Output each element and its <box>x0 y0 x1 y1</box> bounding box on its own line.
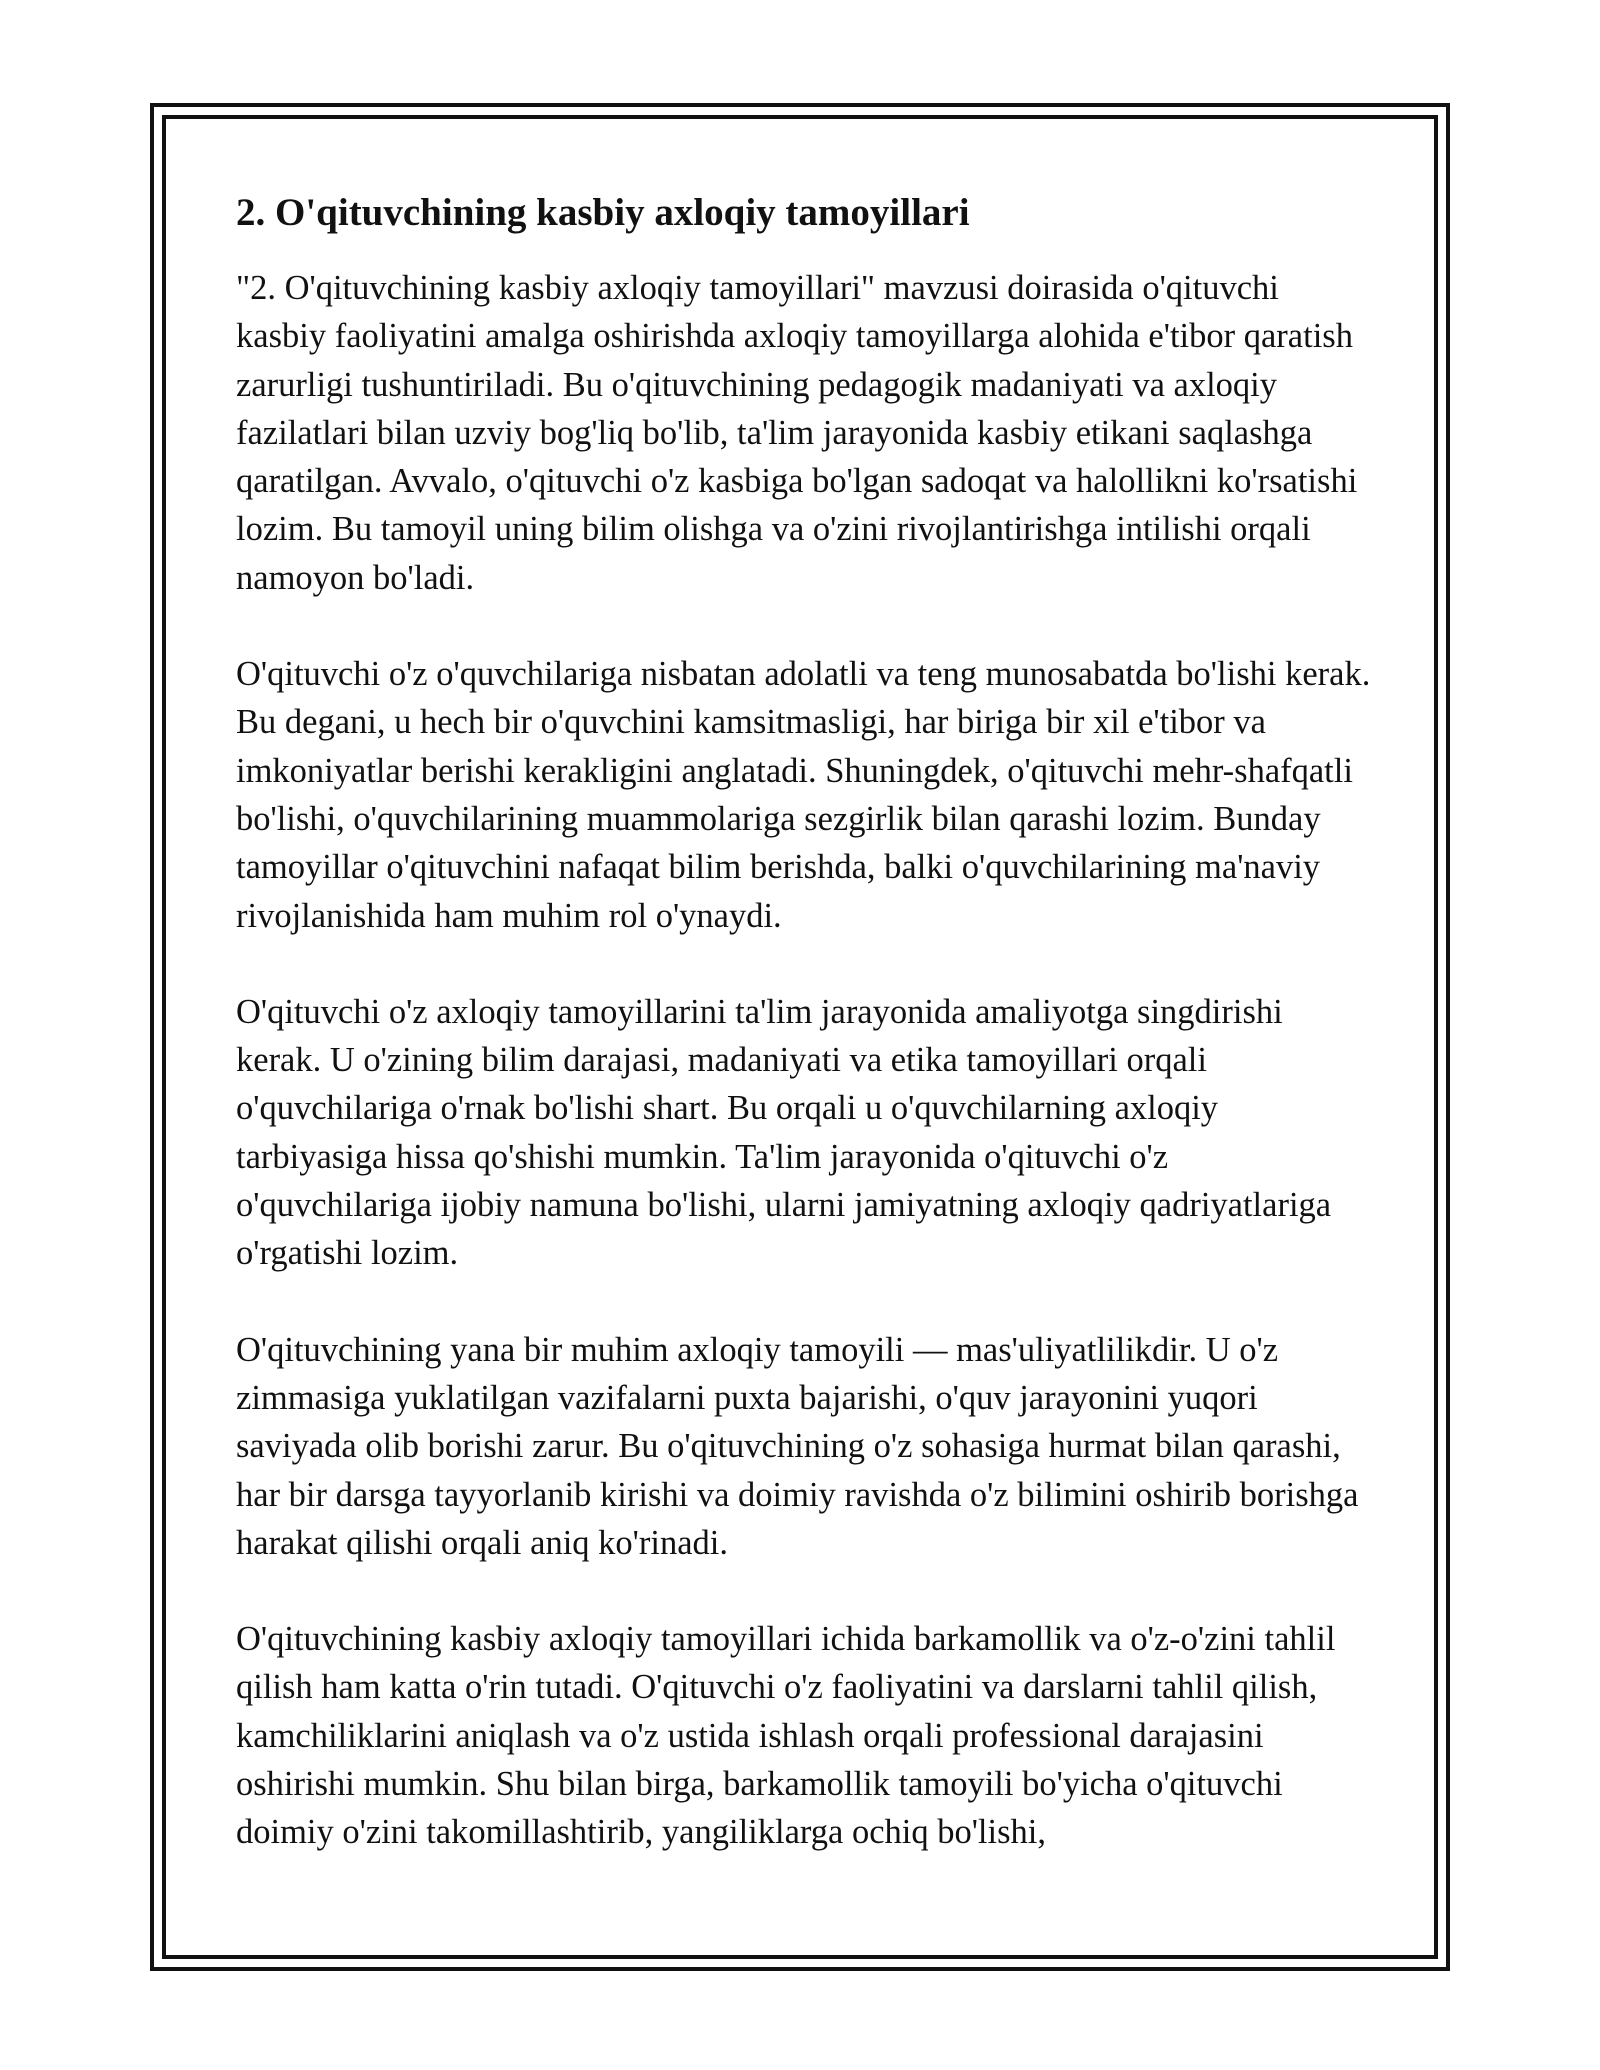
paragraph-1: "2. O'qituvchining kasbiy axloqiy tamoyillari" mavzusi doirasida o'qituvchi kasbiy faoliyatini amalga oshirishda axloqiy tamoyillarga alohida e'tibor qaratish zarurligi tushuntiriladi. Bu o'qituvchining pedagogik madaniyati va axloqiy fazilatlari bilan uzviy bog'liq bo'lib, ta'lim jarayonida kasbiy etikani saqlashga qaratilgan. Avvalo, o'qituvchi o'z kasbiga bo'lgan sadoqat va halollikni ko'rsatishi lozim. Bu tamoyil uning bilim olishga va o'zini rivojlantirishga intilishi orqali namoyon bo'ladi. <box>236 269 1358 597</box>
paragraph-5: O'qituvchining kasbiy axloqiy tamoyillari ichida barkamollik va o'z-o'zini tahlil qilish ham katta o'rin tutadi. O'qituvchi o'z faoliyatini va darslarni tahlil qilish, kamchiliklarini aniqlash va o'z ustida ishlash orqali professional darajasini oshirishi mumkin. Shu bilan birga, barkamollik tamoyili bo'yicha o'qituvchi doimiy o'zini takomillashtirib, yangiliklarga ochiq bo'lishi, <box>236 1620 1336 1852</box>
section-title: 2. O'qituvchining kasbiy axloqiy tamoyillari <box>236 191 970 234</box>
paragraph-3: O'qituvchi o'z axloqiy tamoyillarini ta'lim jarayonida amaliyotga singdirishi kerak. U o'zining bilim darajasi, madaniyati va etika tamoyillari orqali o'quvchilariga o'rnak bo'lishi shart. Bu orqali u o'quvchilarning axloqiy tarbiyasiga hissa qo'shishi mumkin. Ta'lim jarayonida o'qituvchi o'z o'quvchilariga ijobiy namuna bo'lishi, ularni jamiyatning axloqiy qadriyatlariga o'rgatishi lozim. <box>236 992 1332 1273</box>
paragraph-2: O'qituvchi o'z o'quvchilariga nisbatan adolatli va teng munosabatda bo'lishi kerak. Bu degani, u hech bir o'quvchini kamsitmasligi, har biriga bir xil e'tibor va imkoniyatlar berishi kerakligini anglatadi. Shuningdek, o'qituvchi mehr-shafqatli bo'lishi, o'quvchilarining muammolariga sezgirlik bilan qarashi lozim. Bunday tamoyillar o'qituvchini nafaqat bilim berishda, balki o'quvchilarining ma'naviy rivojlanishida ham muhim rol o'ynaydi. <box>236 655 1371 935</box>
document-body <box>236 188 1372 1857</box>
paragraph-4: O'qituvchining yana bir muhim axloqiy tamoyili — mas'uliyatlilikdir. U o'z zimmasiga yuklatilgan vazifalarni puxta bajarishi, o'quv jarayonini yuqori saviyada olib borishi zarur. Bu o'qituvchining o'z sohasiga hurmat bilan qarashi, har bir darsga tayyorlanib kirishi va doimiy ravishda o'z bilimini oshirib borishga harakat qilishi orqali aniq ko'rinadi. <box>236 1330 1359 1562</box>
